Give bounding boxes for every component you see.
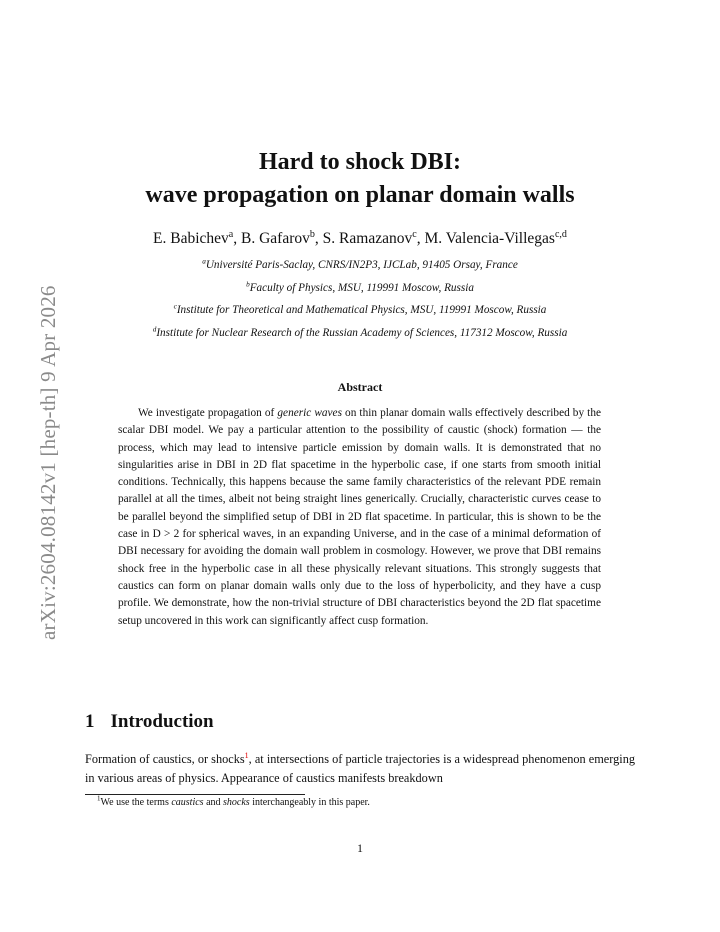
affiliation-d: $^d$Institute for Nuclear Research of the Russian Academy of Sciences, 117312 Moscow, Russia [152, 325, 568, 339]
author-affil-mark: a [228, 228, 234, 240]
title-line-2: wave propagation on planar domain walls [145, 182, 575, 208]
abstract-emphasis: generic waves [277, 407, 342, 419]
author-name: B. Gafarov [241, 230, 310, 247]
footnote-mark: 1 [97, 794, 101, 803]
section-heading [85, 711, 214, 733]
author-name: M. Valencia-Villegas [424, 230, 555, 247]
author-name: S. Ramazanov [322, 230, 413, 247]
footnote-link[interactable]: 1 [244, 750, 249, 760]
affiliation-c: $^c$Institute for Theoretical and Mathematical Physics, MSU, 119991 Moscow, Russia [173, 302, 547, 316]
page-number: 1 [357, 841, 363, 855]
author-affil-mark: b [309, 228, 315, 240]
section-title: Introduction [110, 711, 214, 732]
abstract-heading: Abstract [337, 380, 383, 394]
author-name: E. Babichev [153, 230, 229, 247]
intro-paragraph: Formation of caustics, or shocks$^1$, at intersections of particle trajectories is a widespread phenomenon emerging in various areas of physics. Appearance of caustics manifests breakdown [85, 750, 636, 785]
affiliation-a: $^a$Université Paris-Saclay, CNRS/IN2P3, IJCLab, 91405 Orsay, France [202, 257, 518, 271]
title-line-1: Hard to shock DBI: [258, 149, 462, 175]
abstract-text: We investigate propagation of generic waves on thin planar domain walls effectively described by the scalar DBI model. We pay a particular attention to the possibility of caustic (shock) formation — the process, which may lead to intensive particle emission by domain walls. It is demonstrated that no singularities arise in DBI in 2D flat spacetime in the hyperbolic case, if one starts from smooth initial conditions. Technically, this happens because the same family characteristics of the relevant PDE remain parallel at all the times, albeit not being straight lines generically. Crucially, characteristic curves cease to be parallel beyond the simplified setup of DBI in 2D flat spacetime. In particular, this is shown to be the case in D > 2 for spherical waves, in an expanding Universe, and in the case of a minimal deformation of DBI necessary for avoiding the domain wall problem in cosmology. However, we prove that DBI remains shock free in the hyperbolic case in all these physically relevant situations. This strongly suggests that caustics can form on planar domain walls only due to the loss of hyperbolicity, and they have a cusp profile. We demonstrate, how the non-trivial structure of DBI characteristics beyond the 2D flat spacetime setup uncovered in this work can significantly affect cusp formation. [118, 407, 601, 627]
paper-title [0, 146, 720, 212]
author-affil-mark: c [412, 228, 417, 240]
section-number: 1 [85, 711, 95, 732]
footnote-divider [85, 794, 305, 795]
footnote: $^1$We use the terms caustics and shocks interchangeably in this paper. [97, 794, 370, 808]
arxiv-identifier: arXiv:2604.08142v1 [hep-th] 9 Apr 2026 [36, 285, 60, 640]
affiliation-b: $^b$Faculty of Physics, MSU, 119991 Moscow, Russia [246, 280, 474, 294]
author-affil-mark: c,d [554, 228, 567, 240]
author-list: E. Babichev$^a$, B. Gafarov$^b$, S. Ramazanov$^c$, M. Valencia-Villegas$^{c,d}$ [153, 228, 567, 247]
